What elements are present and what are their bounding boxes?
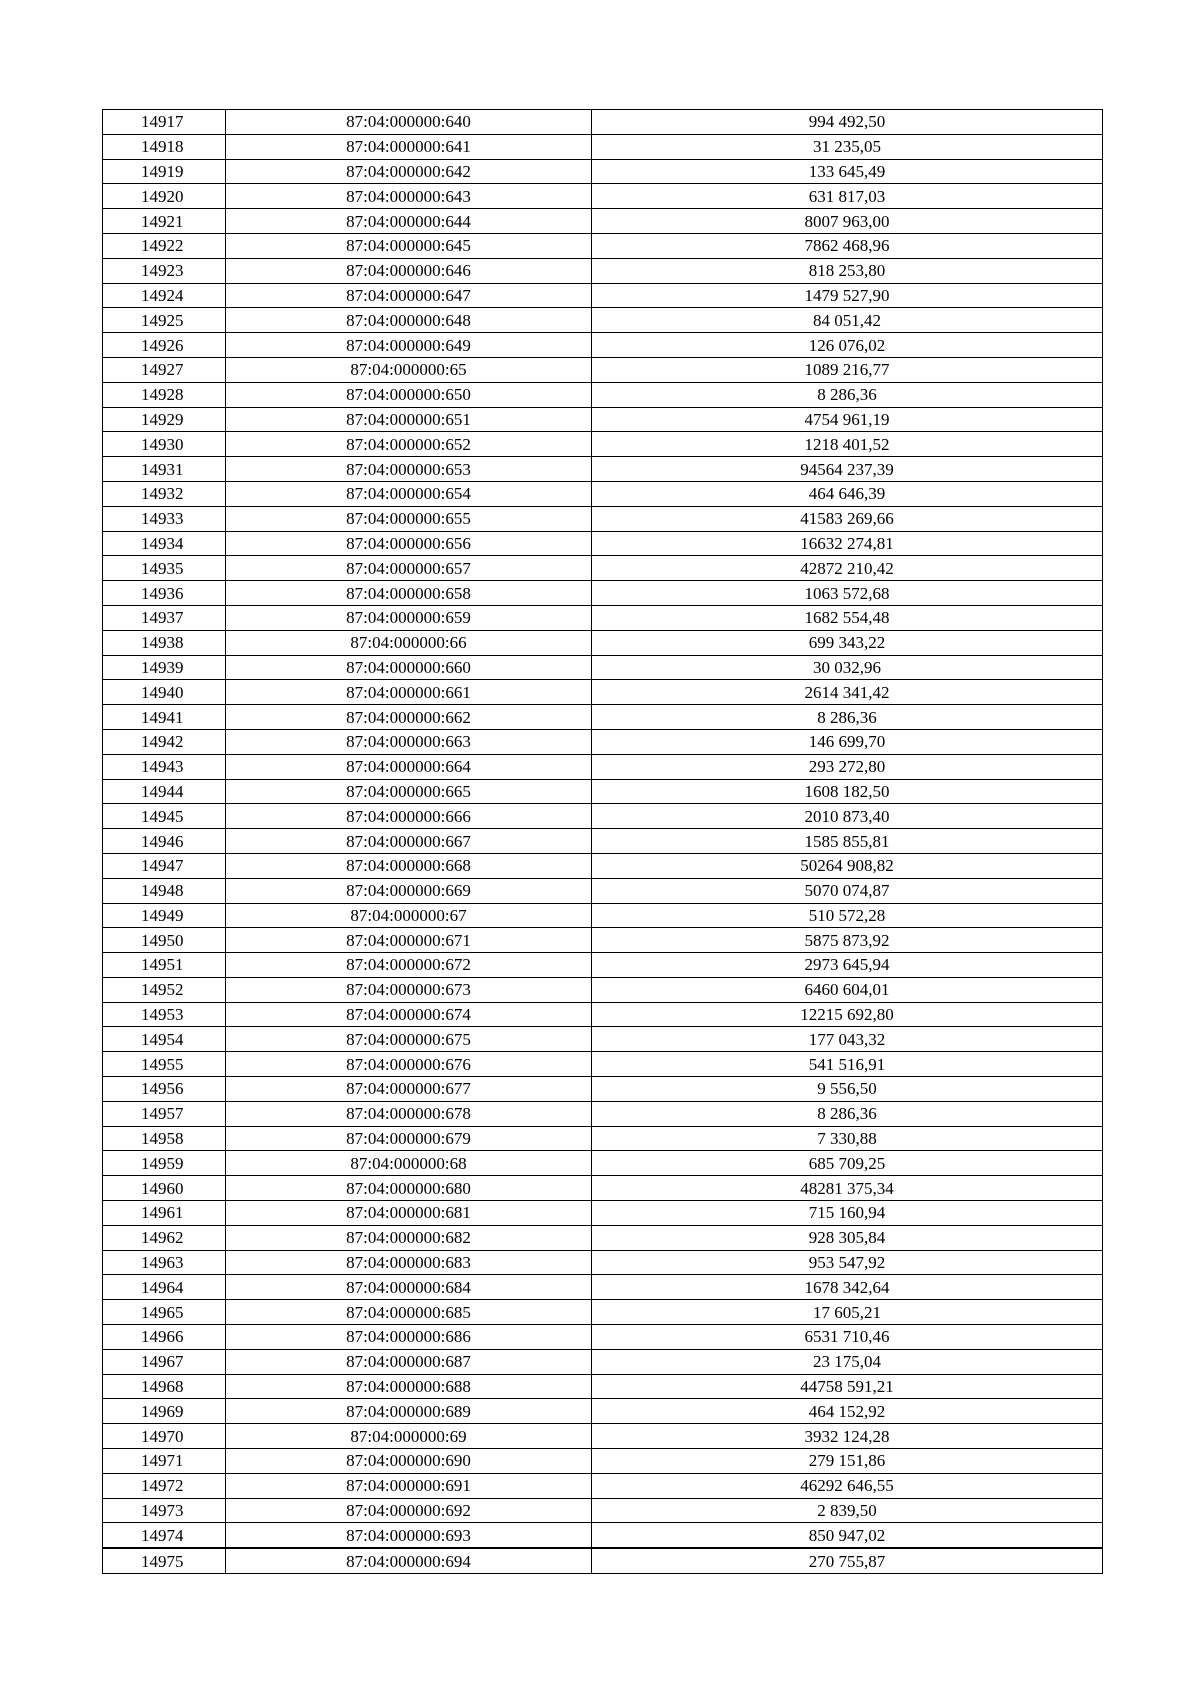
value-cell: 8007 963,00 — [592, 209, 1103, 234]
table-row — [103, 209, 1103, 234]
table-row — [103, 754, 1103, 779]
value-cell: 2614 341,42 — [592, 680, 1103, 705]
row-number-cell: 14934 — [103, 531, 226, 556]
value-cell: 133 645,49 — [592, 159, 1103, 184]
row-number-cell: 14928 — [103, 382, 226, 407]
table-row — [103, 655, 1103, 680]
row-number-cell: 14936 — [103, 581, 226, 606]
table-row — [103, 779, 1103, 804]
row-number-cell: 14922 — [103, 233, 226, 258]
row-number-cell: 14935 — [103, 556, 226, 581]
row-number-cell: 14966 — [103, 1325, 226, 1350]
cadastral-number-cell: 87:04:000000:690 — [226, 1449, 592, 1474]
value-cell: 464 646,39 — [592, 481, 1103, 506]
value-cell: 293 272,80 — [592, 754, 1103, 779]
table-row — [103, 1126, 1103, 1151]
row-number-cell: 14973 — [103, 1498, 226, 1523]
row-number-cell: 14974 — [103, 1523, 226, 1548]
table-row — [103, 1374, 1103, 1399]
row-number-cell: 14972 — [103, 1473, 226, 1498]
value-cell: 41583 269,66 — [592, 506, 1103, 531]
value-cell: 48281 375,34 — [592, 1176, 1103, 1201]
table-row — [103, 432, 1103, 457]
table-row — [103, 258, 1103, 283]
value-cell: 23 175,04 — [592, 1349, 1103, 1374]
row-number-cell: 14937 — [103, 605, 226, 630]
cadastral-number-cell: 87:04:000000:686 — [226, 1325, 592, 1350]
table-row — [103, 308, 1103, 333]
row-number-cell: 14929 — [103, 407, 226, 432]
row-number-cell: 14960 — [103, 1176, 226, 1201]
cadastral-number-cell: 87:04:000000:651 — [226, 407, 592, 432]
table-row — [103, 829, 1103, 854]
value-cell: 631 817,03 — [592, 184, 1103, 209]
cadastral-number-cell: 87:04:000000:674 — [226, 1002, 592, 1027]
value-cell: 94564 237,39 — [592, 457, 1103, 482]
row-number-cell: 14948 — [103, 878, 226, 903]
value-cell: 685 709,25 — [592, 1151, 1103, 1176]
value-cell: 8 286,36 — [592, 1101, 1103, 1126]
cadastral-number-cell: 87:04:000000:689 — [226, 1399, 592, 1424]
table-row — [103, 556, 1103, 581]
table-row — [103, 1176, 1103, 1201]
value-cell: 9 556,50 — [592, 1077, 1103, 1102]
value-cell: 510 572,28 — [592, 903, 1103, 928]
cadastral-number-cell: 87:04:000000:664 — [226, 754, 592, 779]
value-cell: 818 253,80 — [592, 258, 1103, 283]
table-row — [103, 630, 1103, 655]
table-row — [103, 1300, 1103, 1325]
value-cell: 30 032,96 — [592, 655, 1103, 680]
row-number-cell: 14951 — [103, 953, 226, 978]
value-cell: 8 286,36 — [592, 705, 1103, 730]
row-number-cell: 14961 — [103, 1201, 226, 1226]
row-number-cell: 14958 — [103, 1126, 226, 1151]
cadastral-number-cell: 87:04:000000:693 — [226, 1523, 592, 1548]
table-row — [103, 357, 1103, 382]
cadastral-number-cell: 87:04:000000:654 — [226, 481, 592, 506]
cadastral-number-cell: 87:04:000000:678 — [226, 1101, 592, 1126]
cadastral-number-cell: 87:04:000000:687 — [226, 1349, 592, 1374]
cadastral-number-cell: 87:04:000000:650 — [226, 382, 592, 407]
row-number-cell: 14956 — [103, 1077, 226, 1102]
table-row — [103, 853, 1103, 878]
table-row — [103, 804, 1103, 829]
cadastral-number-cell: 87:04:000000:684 — [226, 1275, 592, 1300]
cadastral-number-cell: 87:04:000000:643 — [226, 184, 592, 209]
cadastral-number-cell: 87:04:000000:692 — [226, 1498, 592, 1523]
table-row — [103, 1151, 1103, 1176]
value-cell: 12215 692,80 — [592, 1002, 1103, 1027]
table-row — [103, 1225, 1103, 1250]
row-number-cell: 14920 — [103, 184, 226, 209]
cadastral-number-cell: 87:04:000000:662 — [226, 705, 592, 730]
table-row — [103, 481, 1103, 506]
value-cell: 46292 646,55 — [592, 1473, 1103, 1498]
table-row — [103, 233, 1103, 258]
row-number-cell: 14955 — [103, 1052, 226, 1077]
row-number-cell: 14930 — [103, 432, 226, 457]
row-number-cell: 14967 — [103, 1349, 226, 1374]
row-number-cell: 14926 — [103, 333, 226, 358]
value-cell: 2 839,50 — [592, 1498, 1103, 1523]
cadastral-number-cell: 87:04:000000:656 — [226, 531, 592, 556]
value-cell: 5875 873,92 — [592, 928, 1103, 953]
row-number-cell: 14938 — [103, 630, 226, 655]
cadastral-number-cell: 87:04:000000:685 — [226, 1300, 592, 1325]
cadastral-number-cell: 87:04:000000:691 — [226, 1473, 592, 1498]
table-row — [103, 977, 1103, 1002]
row-number-cell: 14917 — [103, 110, 226, 135]
table-row — [103, 1424, 1103, 1449]
row-number-cell: 14954 — [103, 1027, 226, 1052]
table-row — [103, 605, 1103, 630]
table-row — [103, 705, 1103, 730]
cadastral-number-cell: 87:04:000000:665 — [226, 779, 592, 804]
cadastral-number-cell: 87:04:000000:669 — [226, 878, 592, 903]
table-row — [103, 134, 1103, 159]
cadastral-number-cell: 87:04:000000:668 — [226, 853, 592, 878]
table-row — [103, 407, 1103, 432]
table-row — [103, 1548, 1103, 1573]
row-number-cell: 14968 — [103, 1374, 226, 1399]
value-cell: 541 516,91 — [592, 1052, 1103, 1077]
cadastral-number-cell: 87:04:000000:675 — [226, 1027, 592, 1052]
row-number-cell: 14959 — [103, 1151, 226, 1176]
table-row — [103, 506, 1103, 531]
cadastral-number-cell: 87:04:000000:671 — [226, 928, 592, 953]
table-row — [103, 1002, 1103, 1027]
value-cell: 1585 855,81 — [592, 829, 1103, 854]
row-number-cell: 14924 — [103, 283, 226, 308]
value-cell: 6460 604,01 — [592, 977, 1103, 1002]
table-row — [103, 159, 1103, 184]
row-number-cell: 14945 — [103, 804, 226, 829]
row-number-cell: 14939 — [103, 655, 226, 680]
cadastral-number-cell: 87:04:000000:688 — [226, 1374, 592, 1399]
value-cell: 7862 468,96 — [592, 233, 1103, 258]
value-cell: 1063 572,68 — [592, 581, 1103, 606]
row-number-cell: 14962 — [103, 1225, 226, 1250]
row-number-cell: 14942 — [103, 729, 226, 754]
cadastral-number-cell: 87:04:000000:645 — [226, 233, 592, 258]
cadastral-number-cell: 87:04:000000:659 — [226, 605, 592, 630]
value-cell: 464 152,92 — [592, 1399, 1103, 1424]
row-number-cell: 14940 — [103, 680, 226, 705]
value-cell: 994 492,50 — [592, 110, 1103, 135]
value-cell: 7 330,88 — [592, 1126, 1103, 1151]
cadastral-number-cell: 87:04:000000:694 — [226, 1548, 592, 1573]
table-row — [103, 531, 1103, 556]
cadastral-number-cell: 87:04:000000:683 — [226, 1250, 592, 1275]
table-row — [103, 878, 1103, 903]
table-row — [103, 729, 1103, 754]
cadastral-number-cell: 87:04:000000:648 — [226, 308, 592, 333]
row-number-cell: 14933 — [103, 506, 226, 531]
value-cell: 44758 591,21 — [592, 1374, 1103, 1399]
value-cell: 84 051,42 — [592, 308, 1103, 333]
cadastral-number-cell: 87:04:000000:652 — [226, 432, 592, 457]
table-row — [103, 184, 1103, 209]
cadastral-number-cell: 87:04:000000:672 — [226, 953, 592, 978]
table-row — [103, 1523, 1103, 1548]
row-number-cell: 14931 — [103, 457, 226, 482]
cadastral-value-table — [102, 109, 1103, 1574]
cadastral-number-cell: 87:04:000000:641 — [226, 134, 592, 159]
value-cell: 177 043,32 — [592, 1027, 1103, 1052]
value-cell: 1479 527,90 — [592, 283, 1103, 308]
value-cell: 699 343,22 — [592, 630, 1103, 655]
value-cell: 953 547,92 — [592, 1250, 1103, 1275]
value-cell: 4754 961,19 — [592, 407, 1103, 432]
value-cell: 50264 908,82 — [592, 853, 1103, 878]
value-cell: 1218 401,52 — [592, 432, 1103, 457]
row-number-cell: 14970 — [103, 1424, 226, 1449]
cadastral-number-cell: 87:04:000000:657 — [226, 556, 592, 581]
row-number-cell: 14927 — [103, 357, 226, 382]
value-cell: 31 235,05 — [592, 134, 1103, 159]
cadastral-number-cell: 87:04:000000:67 — [226, 903, 592, 928]
value-cell: 2010 873,40 — [592, 804, 1103, 829]
row-number-cell: 14921 — [103, 209, 226, 234]
row-number-cell: 14953 — [103, 1002, 226, 1027]
row-number-cell: 14944 — [103, 779, 226, 804]
value-cell: 270 755,87 — [592, 1548, 1103, 1573]
row-number-cell: 14925 — [103, 308, 226, 333]
value-cell: 126 076,02 — [592, 333, 1103, 358]
cadastral-number-cell: 87:04:000000:647 — [226, 283, 592, 308]
table-row — [103, 1473, 1103, 1498]
value-cell: 1678 342,64 — [592, 1275, 1103, 1300]
table-row — [103, 333, 1103, 358]
value-cell: 2973 645,94 — [592, 953, 1103, 978]
row-number-cell: 14949 — [103, 903, 226, 928]
row-number-cell: 14971 — [103, 1449, 226, 1474]
table-row — [103, 680, 1103, 705]
cadastral-number-cell: 87:04:000000:663 — [226, 729, 592, 754]
row-number-cell: 14943 — [103, 754, 226, 779]
cadastral-number-cell: 87:04:000000:677 — [226, 1077, 592, 1102]
row-number-cell: 14932 — [103, 481, 226, 506]
cadastral-number-cell: 87:04:000000:673 — [226, 977, 592, 1002]
table-row — [103, 581, 1103, 606]
value-cell: 6531 710,46 — [592, 1325, 1103, 1350]
table-row — [103, 1349, 1103, 1374]
table-row — [103, 1052, 1103, 1077]
table-row — [103, 382, 1103, 407]
value-cell: 17 605,21 — [592, 1300, 1103, 1325]
table-row — [103, 1498, 1103, 1523]
value-cell: 1682 554,48 — [592, 605, 1103, 630]
cadastral-number-cell: 87:04:000000:642 — [226, 159, 592, 184]
cadastral-number-cell: 87:04:000000:661 — [226, 680, 592, 705]
row-number-cell: 14919 — [103, 159, 226, 184]
cadastral-number-cell: 87:04:000000:679 — [226, 1126, 592, 1151]
row-number-cell: 14975 — [103, 1548, 226, 1573]
table-row — [103, 1101, 1103, 1126]
cadastral-number-cell: 87:04:000000:65 — [226, 357, 592, 382]
value-cell: 146 699,70 — [592, 729, 1103, 754]
value-cell: 928 305,84 — [592, 1225, 1103, 1250]
cadastral-number-cell: 87:04:000000:649 — [226, 333, 592, 358]
cadastral-number-cell: 87:04:000000:66 — [226, 630, 592, 655]
table-row — [103, 903, 1103, 928]
value-cell: 279 151,86 — [592, 1449, 1103, 1474]
table-body — [103, 110, 1103, 1574]
table-row — [103, 110, 1103, 135]
table-row — [103, 457, 1103, 482]
row-number-cell: 14941 — [103, 705, 226, 730]
row-number-cell: 14964 — [103, 1275, 226, 1300]
value-cell: 1089 216,77 — [592, 357, 1103, 382]
table-row — [103, 1275, 1103, 1300]
row-number-cell: 14950 — [103, 928, 226, 953]
cadastral-number-cell: 87:04:000000:667 — [226, 829, 592, 854]
table-row — [103, 1449, 1103, 1474]
value-cell: 715 160,94 — [592, 1201, 1103, 1226]
row-number-cell: 14957 — [103, 1101, 226, 1126]
row-number-cell: 14963 — [103, 1250, 226, 1275]
cadastral-number-cell: 87:04:000000:644 — [226, 209, 592, 234]
row-number-cell: 14946 — [103, 829, 226, 854]
value-cell: 1608 182,50 — [592, 779, 1103, 804]
cadastral-number-cell: 87:04:000000:68 — [226, 1151, 592, 1176]
table-row — [103, 1027, 1103, 1052]
row-number-cell: 14918 — [103, 134, 226, 159]
table-row — [103, 1399, 1103, 1424]
value-cell: 3932 124,28 — [592, 1424, 1103, 1449]
table-row — [103, 953, 1103, 978]
table-row — [103, 1325, 1103, 1350]
value-cell: 16632 274,81 — [592, 531, 1103, 556]
cadastral-number-cell: 87:04:000000:681 — [226, 1201, 592, 1226]
table-row — [103, 1250, 1103, 1275]
cadastral-number-cell: 87:04:000000:655 — [226, 506, 592, 531]
cadastral-number-cell: 87:04:000000:658 — [226, 581, 592, 606]
row-number-cell: 14952 — [103, 977, 226, 1002]
cadastral-number-cell: 87:04:000000:640 — [226, 110, 592, 135]
table-row — [103, 283, 1103, 308]
row-number-cell: 14947 — [103, 853, 226, 878]
cadastral-number-cell: 87:04:000000:69 — [226, 1424, 592, 1449]
cadastral-number-cell: 87:04:000000:680 — [226, 1176, 592, 1201]
row-number-cell: 14923 — [103, 258, 226, 283]
cadastral-number-cell: 87:04:000000:646 — [226, 258, 592, 283]
cadastral-number-cell: 87:04:000000:682 — [226, 1225, 592, 1250]
value-cell: 8 286,36 — [592, 382, 1103, 407]
cadastral-number-cell: 87:04:000000:660 — [226, 655, 592, 680]
table-row — [103, 1077, 1103, 1102]
row-number-cell: 14965 — [103, 1300, 226, 1325]
value-cell: 5070 074,87 — [592, 878, 1103, 903]
value-cell: 42872 210,42 — [592, 556, 1103, 581]
table-row — [103, 928, 1103, 953]
cadastral-number-cell: 87:04:000000:666 — [226, 804, 592, 829]
cadastral-number-cell: 87:04:000000:676 — [226, 1052, 592, 1077]
row-number-cell: 14969 — [103, 1399, 226, 1424]
cadastral-number-cell: 87:04:000000:653 — [226, 457, 592, 482]
table-row — [103, 1201, 1103, 1226]
value-cell: 850 947,02 — [592, 1523, 1103, 1548]
